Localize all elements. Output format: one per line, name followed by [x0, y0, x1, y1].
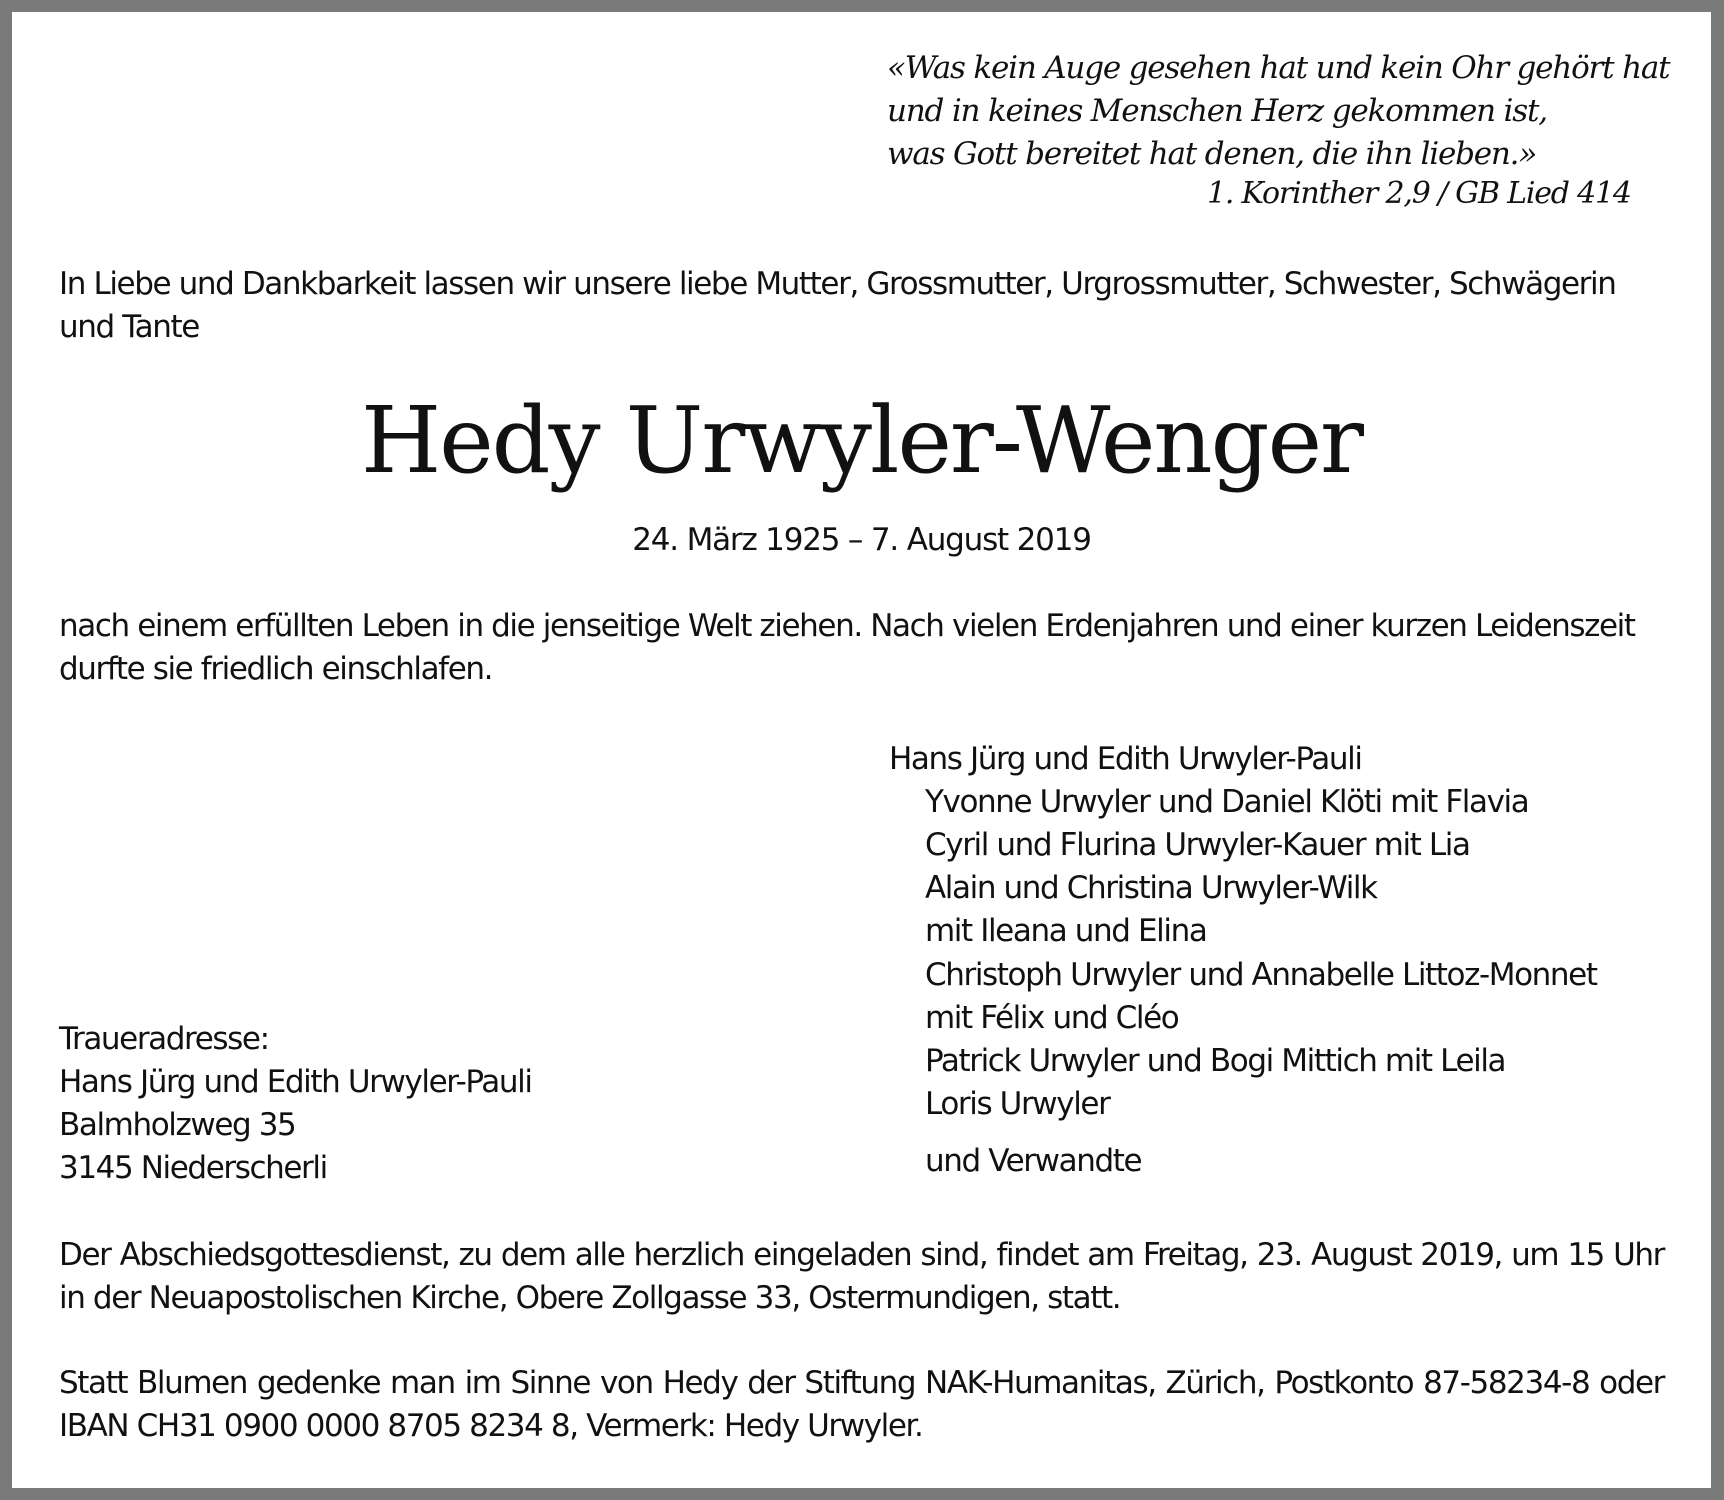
intro-text [59, 263, 1615, 349]
quote-line: «Was kein Auge gesehen hat und kein Ohr gehört hat [887, 50, 1670, 86]
family-head: Hans Jürg und Edith Urwyler-Pauli [889, 741, 1362, 777]
life-dates: 24. März 1925 – 7. August 2019 [632, 522, 1091, 558]
passing-line: nach einem erfüllten Leben in die jenseitige Welt ziehen. Nach vielen Erdenjahren und einer kurzen Leidenszeit [59, 608, 1635, 644]
family-group-1 [925, 781, 1528, 953]
family-member: Loris Urwyler [925, 1086, 1110, 1122]
family-member: Patrick Urwyler und Bogi Mittich mit Leila [925, 1043, 1506, 1079]
address-line: Hans Jürg und Edith Urwyler-Pauli [59, 1064, 532, 1100]
address-line: Traueradresse: [59, 1021, 269, 1057]
family-member: Yvonne Urwyler und Daniel Klöti mit Flavia [925, 784, 1529, 820]
address-line: 3145 Niederscherli [59, 1150, 327, 1186]
funeral-service-text: Der Abschiedsgottesdienst, zu dem alle herzlich eingeladen sind, findet am Freitag, 23. August 2019, um 15 Uhr in der Neuapostolischen Kirche, Obere Zollgasse 33, Ostermundigen, statt. [59, 1237, 1664, 1316]
intro-line: In Liebe und Dankbarkeit lassen wir unsere liebe Mutter, Grossmutter, Urgrossmutter, Schwester, Schwägerin [59, 266, 1616, 302]
family-group-2 [925, 954, 1597, 1126]
passing-line: durfte sie friedlich einschlafen. [59, 651, 493, 687]
quote-line: und in keines Menschen Herz gekommen ist, [887, 93, 1547, 129]
family-member: Cyril und Flurina Urwyler-Kauer mit Lia [925, 827, 1470, 863]
family-member: Alain und Christina Urwyler-Wilk [925, 870, 1377, 906]
family-member: mit Félix und Cléo [925, 1000, 1179, 1036]
mourning-address [59, 1018, 532, 1190]
relatives: und Verwandte [925, 1143, 1142, 1179]
intro-line: und Tante [59, 309, 199, 345]
quote-line: was Gott bereitet hat denen, die ihn lieben.» [887, 136, 1537, 172]
donation-text: Statt Blumen gedenke man im Sinne von Hedy der Stiftung NAK-Humanitas, Zürich, Postkonto 87-58234-8 oder IBAN CH31 0900 0000 8705 8234 8, Vermerk: Hedy Urwyler. [59, 1365, 1664, 1444]
family-member: Christoph Urwyler und Annabelle Littoz-Monnet [925, 957, 1597, 993]
bible-quote [887, 47, 1669, 176]
deceased-name: Hedy Urwyler-Wenger [361, 387, 1362, 494]
passing-text [59, 605, 1635, 691]
obituary-notice [12, 12, 1711, 1488]
quote-source: 1. Korinther 2,9 / GB Lied 414 [1207, 176, 1631, 211]
address-line: Balmholzweg 35 [59, 1107, 296, 1143]
family-member: mit Ileana und Elina [925, 913, 1207, 949]
